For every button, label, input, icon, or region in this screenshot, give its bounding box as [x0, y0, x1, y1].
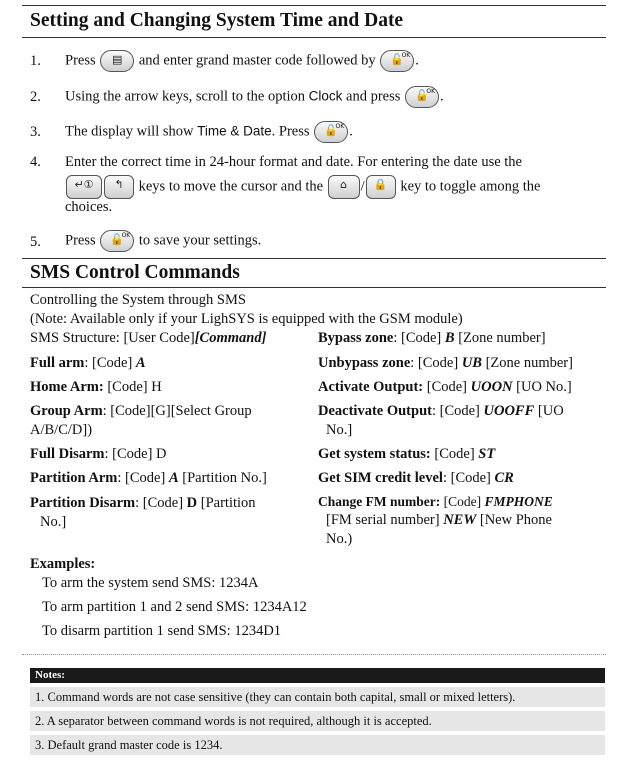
lock-key-icon: 🔒 [366, 175, 396, 199]
step-number: 3. [30, 124, 41, 140]
example-item: To arm partition 1 and 2 send SMS: 1234A12 [42, 599, 307, 615]
ok-unlock-key-icon: 🔓 OK [100, 230, 134, 252]
step-text: Press [65, 232, 96, 249]
step-number: 1. [30, 53, 41, 69]
step-5 [65, 230, 261, 252]
cmd-home-arm: Home Arm: [Code] H [30, 379, 162, 395]
note-item: 1. Command words are not case sensitive (they can contain both capital, small or mixed letters). [30, 687, 605, 707]
note-item: 2. A separator between command words is not required, although it is accepted. [30, 711, 605, 731]
step-text: Using the arrow keys, scroll to the option [65, 88, 306, 105]
ok-unlock-key-icon: 🔓 OK [314, 121, 348, 143]
step-4-line-1: Enter the correct time in 24-hour format and date. For entering the date use the [65, 154, 522, 170]
top-rule [22, 5, 606, 6]
cmd-change-fm-number: Change FM number: [Code] FMPHONE [318, 494, 553, 509]
cmd-partition-arm: Partition Arm: [Code] A [Partition No.] [30, 470, 267, 486]
ok-unlock-key-icon: 🔓 OK [380, 50, 414, 72]
back-arrow-key-icon: ↰ [104, 175, 134, 199]
cmd-partition-disarm: Partition Disarm: [Code] D [Partition [30, 495, 256, 511]
cmd-group-arm: Group Arm: [Code][G][Select Group [30, 403, 252, 419]
title-rule [22, 37, 606, 38]
cmd-bypass-zone: Bypass zone: [Code] B [Zone number] [318, 330, 546, 346]
ok-unlock-key-icon: 🔓 OK [405, 86, 439, 108]
step-2: Using the arrow keys, scroll to the option Clock and press 🔓 OK . [65, 86, 444, 108]
step-text: and enter grand master code followed by [138, 52, 376, 69]
cmd-deactivate-output-line2: No.] [326, 422, 353, 438]
cmd-deactivate-output: Deactivate Output: [Code] UOOFF [UO [318, 403, 564, 419]
step-4-line-3: choices. [65, 199, 113, 215]
cmd-partition-disarm-line2: No.] [40, 514, 67, 530]
cmd-activate-output: Activate Output: [Code] UOON [UO No.] [318, 379, 572, 395]
cmd-unbypass-zone: Unbypass zone: [Code] UB [Zone number] [318, 355, 573, 371]
cmd-full-arm: Full arm: [Code] A [30, 355, 146, 371]
step-text: The display will show [65, 123, 194, 140]
example-item: To disarm partition 1 send SMS: 1234D1 [42, 623, 282, 639]
step-3: The display will show Time & Date. Press 🔓 OK . [65, 121, 353, 143]
section-rule [22, 258, 606, 259]
cmd-change-fm-number-line2: [FM serial number] NEW [New Phone [326, 512, 552, 528]
step-text: and press [346, 88, 401, 105]
example-item: To arm the system send SMS: 1234A [42, 575, 259, 591]
notes-header: Notes: [30, 668, 605, 683]
home-key-icon: ⌂ [328, 175, 360, 199]
option-time-date: Time & Date [197, 123, 272, 139]
step-number: 2. [30, 89, 41, 105]
step-text: to save your settings. [138, 232, 262, 249]
menu-key-icon: ▤ [100, 50, 134, 72]
examples-title: Examples: [30, 556, 96, 572]
cmd-group-arm-line2: A/B/C/D]) [30, 422, 93, 438]
step-text: . Press [271, 123, 310, 140]
sms-structure: SMS Structure: [User Code][Command] [30, 330, 267, 346]
option-clock: Clock [308, 88, 343, 104]
cmd-full-disarm: Full Disarm: [Code] D [30, 446, 167, 462]
step-number: 5. [30, 234, 41, 250]
cmd-change-fm-number-line3: No.) [326, 531, 353, 547]
step-number: 4. [30, 154, 41, 170]
note-item: 3. Default grand master code is 1234. [30, 735, 605, 755]
sms-note: (Note: Available only if your LighSYS is equipped with the GSM module) [30, 311, 463, 327]
step-1: Press ▤ and enter grand master code followed by 🔓 OK . [65, 50, 419, 72]
cmd-get-status: Get system status: [Code] ST [318, 446, 496, 462]
enter-arrow-key-icon: ↵① [66, 175, 102, 199]
step-text: Press [65, 52, 96, 69]
sms-intro: Controlling the System through SMS [30, 292, 246, 308]
section-title-time-date: Setting and Changing System Time and Date [30, 10, 404, 31]
step-text: keys to move the cursor and the [138, 178, 324, 195]
step-4-line-2: ↵① ↰ keys to move the cursor and the ⌂ / 🔒 key to toggle among the [65, 175, 540, 199]
notes-top-rule [22, 654, 606, 655]
section-title-sms: SMS Control Commands [30, 262, 240, 283]
title-rule [22, 287, 606, 288]
cmd-get-sim-credit: Get SIM credit level: [Code] CR [318, 470, 514, 486]
step-text: key to toggle among the [400, 178, 541, 195]
